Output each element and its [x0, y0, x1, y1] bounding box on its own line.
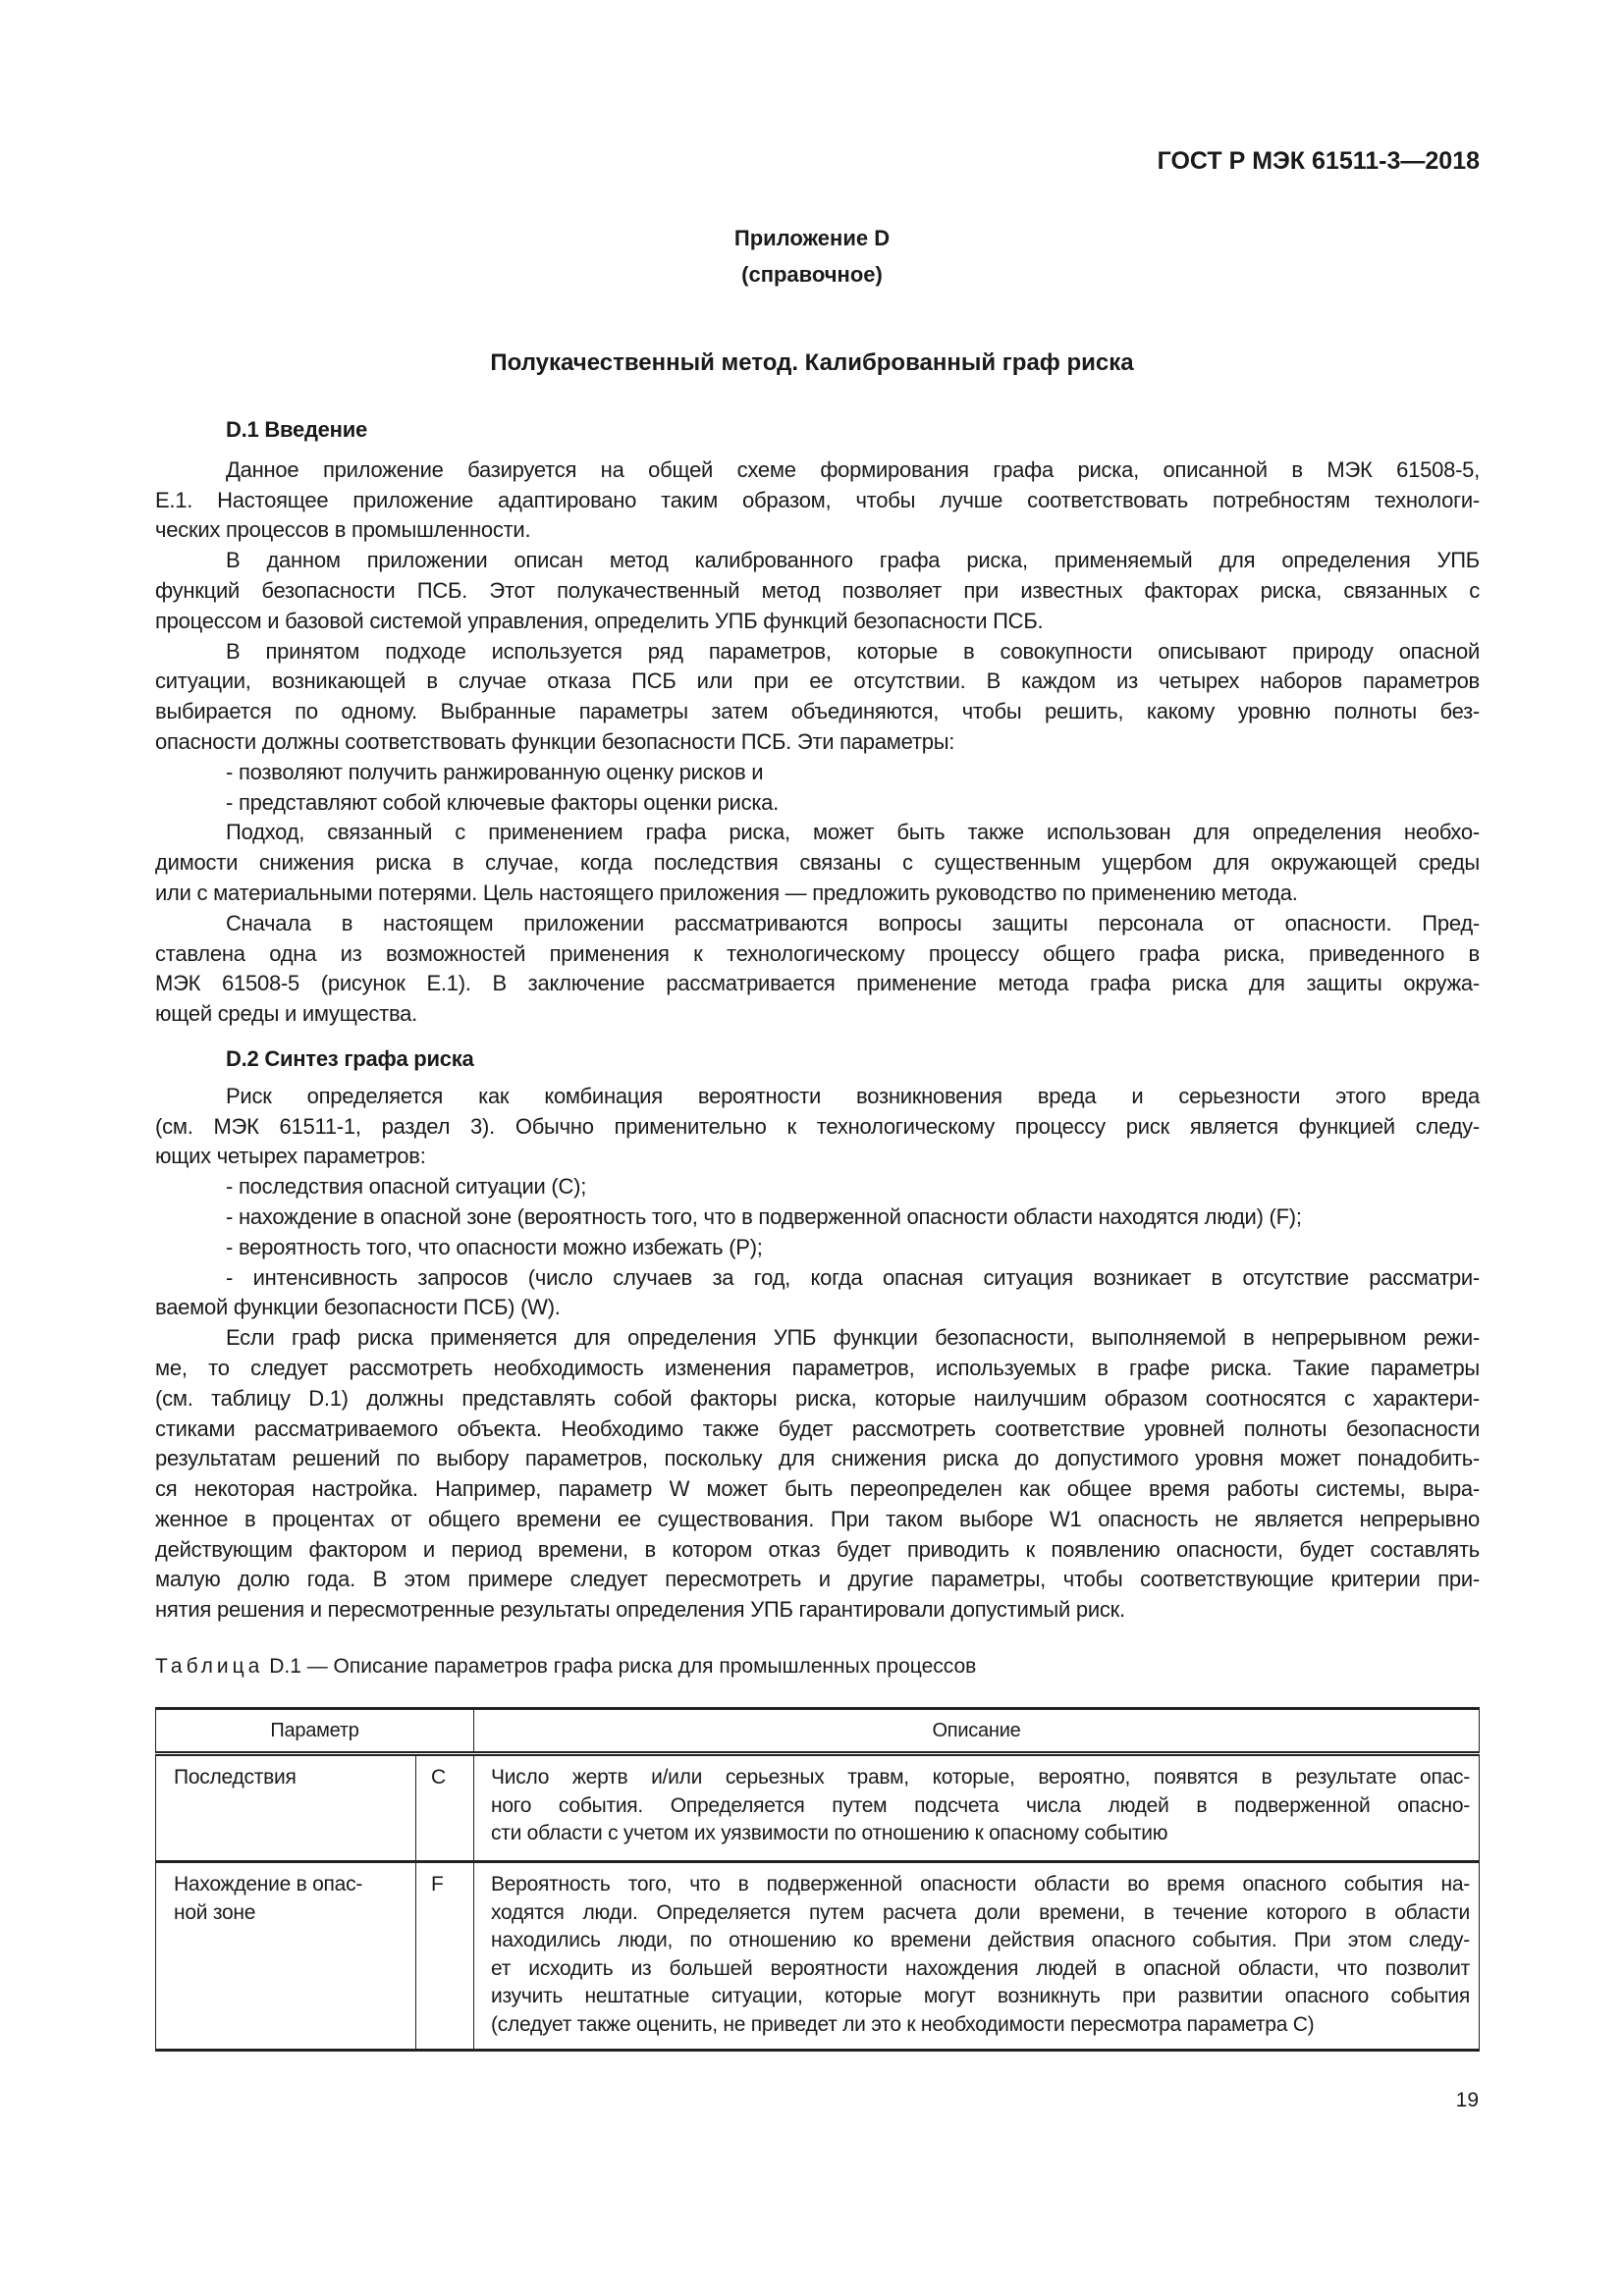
- text-line: опасности должны соответствовать функции безопасности ПСБ. Эти параметры:: [155, 728, 955, 754]
- param-name: [156, 1862, 416, 2051]
- table-caption-prefix: Таблица: [155, 1655, 264, 1678]
- description-line: ет исходить из большей вероятности нахождения людей в опасной области, что позволит: [491, 1956, 1470, 1980]
- text-line: - позволяют получить ранжированную оценку рисков и: [226, 759, 764, 784]
- paragraph: [155, 455, 1480, 546]
- param-description: [474, 1862, 1480, 2051]
- table-header-row: [156, 1709, 1480, 1754]
- param-name: [156, 1754, 416, 1862]
- description-line: ного события. Определяется путем подсчета числа людей в подверженной опасно-: [491, 1793, 1470, 1817]
- text-line: Если граф риска применяется для определения УПБ функции безопасности, выполняемой в непрерывном режи-: [226, 1325, 1480, 1351]
- text-line: - вероятность того, что опасности можно избежать (Р);: [226, 1234, 763, 1259]
- text-line: ме, то следует рассмотреть необходимость изменения параметров, используемых в графе риска. Такие параметры: [155, 1355, 1480, 1380]
- param-description: [474, 1754, 1480, 1862]
- paragraph: [155, 909, 1480, 1030]
- text-line: ся некоторая настройка. Например, параметр W может быть переопределен как общее время работы системы, выра-: [155, 1476, 1480, 1502]
- list-item: [155, 788, 1480, 819]
- text-line: процессом и базовой системой управления, определить УПБ функций безопасности ПСБ.: [155, 608, 1044, 633]
- section-heading: D.2 Синтез графа риска: [226, 1045, 474, 1071]
- text-line: ющих четырех параметров:: [155, 1144, 426, 1169]
- text-line: (см. таблицу D.1) должны представлять собой факторы риска, которые наилучшим образом соотносятся с характери-: [155, 1385, 1480, 1411]
- header-parameter: Параметр: [156, 1709, 474, 1754]
- text-line: малую долю года. В этом примере следует пересмотреть и другие параметры, чтобы соответствующие критерии при-: [155, 1567, 1480, 1592]
- param-name-line: Последствия: [174, 1766, 297, 1789]
- list-item: [155, 758, 1480, 788]
- text-line: димости снижения риска в случае, когда последствия связаны с существенным ущербом для окружающей среды: [155, 850, 1480, 876]
- text-line: Е.1. Настоящее приложение адаптировано таким образом, чтобы лучше соответствовать потребностям технологи-: [155, 487, 1480, 512]
- param-symbol: C: [416, 1754, 474, 1862]
- text-line: - представляют собой ключевые факторы оценки риска.: [226, 789, 780, 815]
- text-line: - нахождение в опасной зоне (вероятность того, что в подверженной опасности области находятся люди) (F);: [226, 1203, 1302, 1229]
- text-line: (см. МЭК 61511-1, раздел 3). Обычно применительно к технологическому процессу риск является функцией следу-: [155, 1113, 1480, 1139]
- document-code: ГОСТ Р МЭК 61511-3—2018: [1157, 147, 1480, 175]
- text-line: результатам решений по выбору параметров, поскольку для снижения риска до допустимого уровня может понадобить-: [155, 1446, 1480, 1471]
- param-symbol: F: [416, 1862, 474, 2051]
- text-line: выбирается по одному. Выбранные параметры затем объединяются, чтобы решить, какому уровню полноты без-: [155, 699, 1480, 724]
- param-name-line: Нахождение в опас-: [174, 1873, 363, 1896]
- list-item: [155, 1172, 1480, 1202]
- paragraph: [155, 637, 1480, 758]
- list-item: [155, 1263, 1480, 1324]
- body-text: [155, 415, 1480, 1626]
- text-line: В принятом подходе используется ряд параметров, которые в совокупности описывают природу опасной: [226, 638, 1480, 664]
- description-line: Число жертв и/или серьезных травм, которые, вероятно, появятся в результате опас-: [491, 1766, 1470, 1789]
- text-line: ческих процессов в промышленности.: [155, 517, 531, 543]
- description-line: (следует также оценить, не приведет ли это к необходимости пересмотра параметра С): [491, 2012, 1315, 2036]
- paragraph: [155, 546, 1480, 636]
- page-number: 19: [1455, 2089, 1479, 2111]
- text-line: Данное приложение базируется на общей схеме формирования графа риска, описанной в МЭК 61508-5,: [226, 456, 1480, 482]
- text-line: стиками рассматриваемого объекта. Необходимо также будет рассмотреть соответствие уровней полноты безопасности: [155, 1415, 1480, 1441]
- list-item: [155, 1233, 1480, 1263]
- description-line: ходятся люди. Определяется путем расчета доли времени, в течение которого в области: [491, 1900, 1470, 1924]
- text-line: женное в процентах от общего времени ее существования. При таком выборе W1 опасность не является непрерывно: [155, 1506, 1480, 1531]
- description-line: изучить нештатные ситуации, которые могут возникнуть при развитии опасного события: [491, 1985, 1470, 2007]
- text-line: ваемой функции безопасности ПСБ) (W).: [155, 1295, 561, 1320]
- description-line: сти области с учетом их уязвимости по отношению к опасному событию: [491, 1822, 1168, 1844]
- text-line: Риск определяется как комбинация вероятности возникновения вреда и серьезности этого вреда: [226, 1083, 1480, 1108]
- table-caption-text: D.1 — Описание параметров графа риска для промышленных процессов: [269, 1655, 977, 1678]
- text-line: Подход, связанный с применением графа риска, может быть также использован для определения необхо-: [226, 820, 1480, 845]
- text-line: Сначала в настоящем приложении рассматриваются вопросы защиты персонала от опасности. Пред-: [226, 910, 1480, 935]
- text-line: действующим фактором и период времени, в котором отказ будет приводить к появлению опасности, будет составлять: [155, 1536, 1480, 1562]
- text-line: МЭК 61508-5 (рисунок Е.1). В заключение рассматривается применение метода графа риска для защиты окружа-: [155, 971, 1480, 996]
- text-line: - интенсивность запросов (число случаев за год, когда опасная ситуация возникает в отсутствие рассматри-: [226, 1264, 1480, 1290]
- param-name-line: ной зоне: [174, 1900, 256, 1924]
- annex-title: Полукачественный метод. Калиброванный граф риска: [490, 349, 1134, 376]
- text-line: или с материальными потерями. Цель настоящего приложения — предложить руководство по применению метода.: [155, 880, 1298, 905]
- text-line: - последствия опасной ситуации (С);: [226, 1174, 587, 1200]
- description-line: Вероятность того, что в подверженной опасности области во время опасного события на-: [491, 1873, 1470, 1896]
- parameters-table: [155, 1707, 1480, 2052]
- description-line: находились люди, по отношению ко времени действия опасного события. При этом следу-: [491, 1929, 1470, 1951]
- table-caption: [155, 1655, 976, 1679]
- list-item: [155, 1202, 1480, 1233]
- paragraph: [155, 1082, 1480, 1172]
- header-description: Описание: [474, 1709, 1480, 1754]
- annex-kind: (справочное): [741, 262, 883, 287]
- text-line: функций безопасности ПСБ. Этот полукачественный метод позволяет при известных факторах риска, связанных с: [155, 577, 1480, 603]
- text-line: ситуации, возникающей в случае отказа ПСБ или при ее отсутствии. В каждом из четырех наборов параметров: [155, 668, 1480, 694]
- section-heading: D.1 Введение: [226, 417, 367, 442]
- paragraph: [155, 1323, 1480, 1626]
- text-line: ставлена одна из возможностей применения к технологическому процессу общего графа риска, приведенного в: [155, 940, 1480, 966]
- text-line: В данном приложении описан метод калиброванного графа риска, применяемый для определения УПБ: [226, 548, 1480, 573]
- text-line: ющей среды и имущества.: [155, 1001, 418, 1027]
- text-line: нятия решения и пересмотренные результаты определения УПБ гарантировали допустимый риск.: [155, 1597, 1125, 1623]
- paragraph: [155, 818, 1480, 908]
- annex-heading: [0, 220, 1624, 293]
- table-row: [156, 1862, 1480, 2051]
- table-row: [156, 1754, 1480, 1862]
- annex-label: Приложение D: [733, 226, 891, 250]
